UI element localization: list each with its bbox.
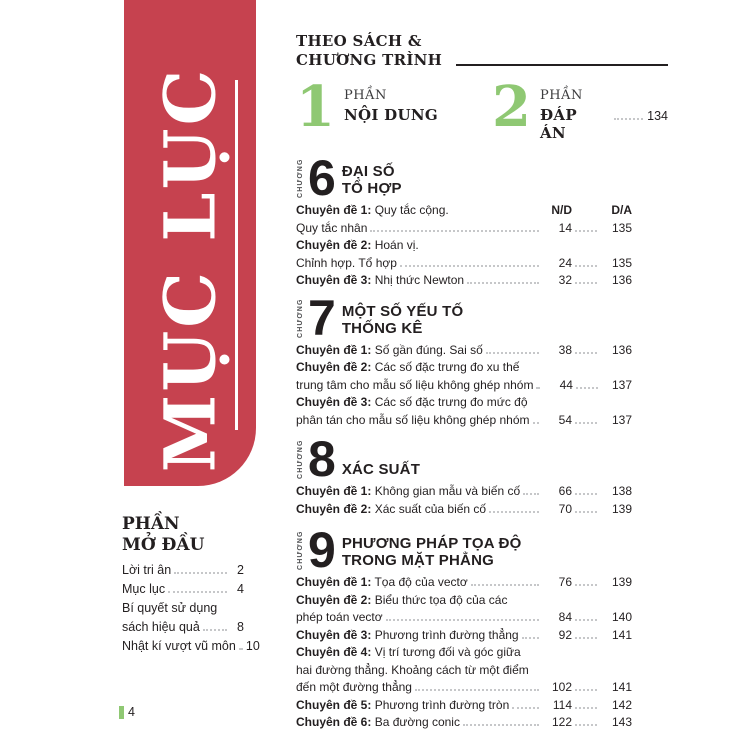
dot-leader <box>174 572 227 574</box>
row-text: Chỉnh hợp. Tổ hợp <box>296 255 397 270</box>
page-footer <box>119 705 135 719</box>
dot-leader <box>614 118 644 120</box>
da-page-number: 140 <box>611 610 632 624</box>
toc-row <box>296 627 632 645</box>
row-text: hai đường thẳng. Khoảng cách từ một điểm <box>296 662 529 677</box>
header-rule <box>456 51 668 66</box>
nd-page-number: 122 <box>551 715 572 729</box>
toc-row <box>296 697 632 715</box>
nd-page-number: 66 <box>558 484 572 498</box>
dot-leader <box>467 282 539 284</box>
nd-page-number: 14 <box>558 220 572 235</box>
dot-leader <box>575 493 597 495</box>
dot-leader <box>575 584 597 586</box>
dot-leader <box>575 265 597 267</box>
banner-accent-line <box>235 80 238 430</box>
row-text: Chuyên đề 3: Nhị thức Newton <box>296 273 465 287</box>
dot-leader <box>463 724 539 726</box>
toc-entry-page: 4 <box>237 582 244 596</box>
toc-entry-label: Bí quyết sử dụng <box>122 601 218 615</box>
toc-row <box>296 359 632 377</box>
part-label: PHẦN <box>343 88 387 103</box>
part-label: PHẦN <box>539 88 583 103</box>
da-page-number: 143 <box>611 715 632 729</box>
dot-leader <box>576 387 598 389</box>
chapter-title-line: MỘT SỐ YẾU TỐ <box>341 302 464 320</box>
toc-entry <box>122 580 244 599</box>
toc-row <box>296 272 632 290</box>
da-page-number: 139 <box>611 501 632 516</box>
chapter-header <box>296 522 668 578</box>
toc-row <box>296 644 632 662</box>
chapter-number: 8 <box>308 431 335 487</box>
dot-leader <box>489 511 539 513</box>
toc-entry-label: sách hiệu quả <box>122 620 200 634</box>
toc-entry-label: Lời tri ân <box>122 563 172 577</box>
row-text: Chuyên đề 3: Các số đặc trưng đo mức độ <box>296 395 528 409</box>
da-page-number: 141 <box>611 627 632 642</box>
toc-entry-page: 10 <box>245 639 260 653</box>
toc-entry <box>122 637 260 656</box>
nd-page-number: 102 <box>551 680 572 694</box>
contents-column <box>296 32 668 732</box>
col-header-nd: N/D <box>551 203 572 217</box>
chapter-title-line: TRONG MẶT PHẲNG <box>341 552 494 569</box>
row-text: Chuyên đề 2: Biểu thức tọa độ của các <box>296 592 508 607</box>
chapter-number: 7 <box>308 289 335 346</box>
row-text: Quy tắc nhân <box>296 220 368 235</box>
toc-entry-page: 8 <box>237 620 244 634</box>
part-1 <box>296 74 492 142</box>
row-text: Chuyên đề 5: Phương trình đường tròn <box>296 697 510 712</box>
chapters <box>296 150 668 732</box>
dot-leader <box>471 584 539 586</box>
dot-leader <box>415 689 539 691</box>
dot-leader <box>575 689 597 691</box>
dot-leader <box>522 637 539 639</box>
dot-leader <box>486 352 539 354</box>
row-text: phân tán cho mẫu số liệu không ghép nhóm <box>296 412 530 427</box>
toc-row <box>296 342 632 360</box>
row-text: Chuyên đề 6: Ba đường conic <box>296 715 460 729</box>
chapter-title <box>342 535 522 569</box>
row-text: Chuyên đề 2: Xác suất của biến cố <box>296 501 487 516</box>
chapter-number: 9 <box>308 522 335 578</box>
chapter-title <box>342 163 402 197</box>
chapter-number: 6 <box>308 150 335 206</box>
row-text: Chuyên đề 1: Quy tắc cộng. <box>296 203 449 217</box>
row-text: Chuyên đề 2: Hoán vị. <box>296 238 419 252</box>
chapter-header <box>296 289 668 346</box>
row-text: Chuyên đề 1: Tọa độ của vectơ <box>296 575 468 589</box>
chapter-rows <box>296 574 632 732</box>
toc-row <box>296 412 632 430</box>
da-page-number: 142 <box>611 697 632 712</box>
da-page-number: 135 <box>611 220 632 235</box>
dot-leader <box>575 707 597 709</box>
part-name: ĐÁP ÁN <box>539 106 577 142</box>
intro-heading-line2: MỞ ĐẦU <box>122 535 205 555</box>
parts-row <box>296 74 668 142</box>
part-page: 134 <box>647 109 668 123</box>
part-number: 2 <box>492 74 531 140</box>
intro-heading-line1: PHẦN <box>122 514 180 534</box>
toc-row <box>296 220 632 238</box>
dot-leader <box>536 387 540 389</box>
chapter-title <box>342 461 420 478</box>
page-number: 4 <box>128 705 135 719</box>
toc-row <box>296 255 632 273</box>
series-header-line1: THEO SÁCH & <box>296 32 422 50</box>
nd-page-number: 114 <box>552 697 572 712</box>
chapter-title-line: PHƯƠNG PHÁP TỌA ĐỘ <box>341 535 522 552</box>
da-page-number: 135 <box>611 255 632 270</box>
intro-list <box>122 561 260 656</box>
chapter-title <box>342 303 464 337</box>
row-text: Chuyên đề 1: Không gian mẫu và biến cố <box>296 484 521 498</box>
toc-row <box>296 574 632 592</box>
chapter-title-line: THỐNG KÊ <box>341 319 423 337</box>
chapter-word-vertical: CHƯƠNG <box>297 439 304 479</box>
toc-entry-page: 2 <box>237 563 244 577</box>
toc-row <box>296 237 632 255</box>
chapter-7 <box>296 289 668 430</box>
series-header <box>296 32 668 70</box>
chapter-word-vertical: CHƯƠNG <box>297 297 304 338</box>
da-page-number: 136 <box>611 273 632 287</box>
chapter-rows <box>296 483 632 518</box>
muc-luc-banner <box>124 0 256 486</box>
dot-leader <box>239 648 243 650</box>
dot-leader <box>533 422 539 424</box>
col-header-da: D/A <box>611 203 632 217</box>
toc-row <box>296 202 632 220</box>
nd-page-number: 38 <box>558 342 572 357</box>
page-marker-bar <box>119 706 124 719</box>
toc-row <box>296 662 632 680</box>
chapter-word-vertical: CHƯƠNG <box>297 530 304 570</box>
toc-row <box>296 377 632 395</box>
row-text: phép toán vectơ <box>296 610 383 624</box>
nd-page-number: 44 <box>559 377 573 392</box>
da-page-number: 137 <box>611 412 632 427</box>
toc-entry-label: Nhật kí vượt vũ môn <box>122 639 236 653</box>
chapter-title-line: XÁC SUẤT <box>341 461 421 478</box>
nd-page-number: 92 <box>558 627 572 642</box>
dot-leader <box>400 265 539 267</box>
intro-section <box>122 514 260 656</box>
toc-entry <box>122 618 244 637</box>
nd-page-number: 76 <box>558 575 572 589</box>
row-text: Chuyên đề 1: Số gần đúng. Sai số <box>296 342 483 357</box>
dot-leader <box>575 724 597 726</box>
da-page-number: 136 <box>611 342 632 357</box>
nd-page-number: 32 <box>558 273 572 287</box>
chapter-title-line: TỔ HỢP <box>341 180 402 197</box>
toc-row <box>296 714 632 732</box>
da-page-number: 139 <box>611 575 632 589</box>
part-2 <box>492 74 668 142</box>
dot-leader <box>575 422 597 424</box>
da-page-number: 141 <box>611 680 632 694</box>
muc-luc-vertical-text: MỤC LỤC <box>148 66 232 472</box>
row-text: đến một đường thẳng <box>296 680 412 694</box>
chapter-title-line: ĐẠI SỐ <box>341 163 395 180</box>
chapter-6 <box>296 150 668 290</box>
series-header-line2: CHƯƠNG TRÌNH <box>296 51 443 69</box>
nd-page-number: 84 <box>558 610 572 624</box>
nd-page-number: 24 <box>558 255 572 270</box>
dot-leader <box>575 637 597 639</box>
chapter-9 <box>296 522 668 732</box>
chapter-8 <box>296 431 668 518</box>
da-page-number: 138 <box>611 484 632 498</box>
chapter-header <box>296 150 668 206</box>
da-page-number: 137 <box>611 377 632 392</box>
toc-row <box>296 501 632 519</box>
toc-row <box>296 592 632 610</box>
dot-leader <box>575 282 597 284</box>
dot-leader <box>575 511 597 513</box>
dot-leader <box>575 230 597 232</box>
nd-page-number: 54 <box>558 412 572 427</box>
row-text: Chuyên đề 3: Phương trình đường thẳng <box>296 627 519 642</box>
nd-page-number: 70 <box>558 501 572 516</box>
dot-leader <box>168 591 227 593</box>
toc-entry <box>122 561 244 580</box>
chapter-rows <box>296 202 632 290</box>
toc-row <box>296 394 632 412</box>
toc-entry <box>122 599 244 618</box>
dot-leader <box>386 619 539 621</box>
toc-row <box>296 483 632 501</box>
dot-leader <box>512 707 539 709</box>
chapter-rows <box>296 342 632 430</box>
dot-leader <box>523 493 539 495</box>
part-number: 1 <box>296 74 335 140</box>
chapter-header <box>296 431 668 487</box>
row-text: trung tâm cho mẫu số liệu không ghép nhóm <box>296 377 534 392</box>
chapter-word-vertical: CHƯƠNG <box>297 158 304 198</box>
part-name: NỘI DUNG <box>343 106 438 124</box>
row-text: Chuyên đề 2: Các số đặc trưng đo xu thế <box>296 360 520 374</box>
toc-entry-label: Mục lục <box>122 582 166 596</box>
toc-row <box>296 679 632 697</box>
dot-leader <box>203 629 227 631</box>
dot-leader <box>575 352 597 354</box>
dot-leader <box>370 230 539 232</box>
dot-leader <box>575 619 597 621</box>
toc-row <box>296 609 632 627</box>
row-text: Chuyên đề 4: Vị trí tương đối và góc giữa <box>296 645 521 659</box>
